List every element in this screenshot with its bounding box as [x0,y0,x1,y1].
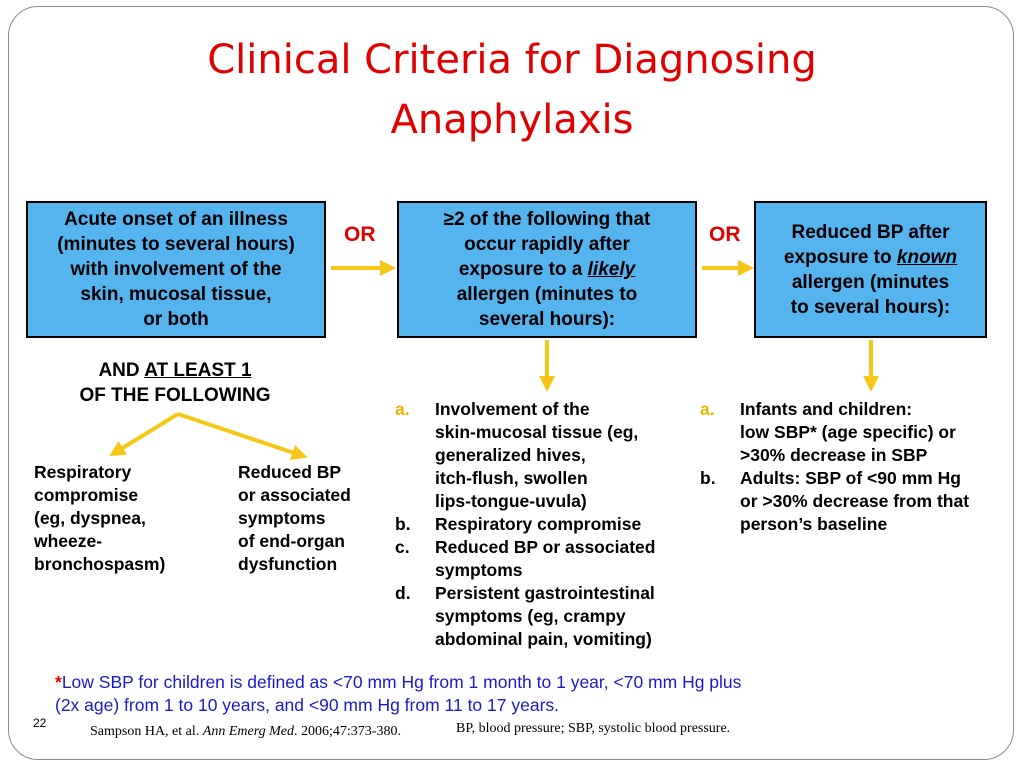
criterion-3-line-3: allergen (minutes [791,271,950,293]
title-line-2: Anaphylaxis [390,97,634,143]
page-number: 22 [33,716,47,730]
abbreviations-note: BP, blood pressure; SBP, systolic blood pressure. [456,721,731,736]
criterion-1-line: with involvement of the [70,259,282,280]
list-item: a. Infants and children: low SBP* (age specific) or >30% decrease in SBP [700,399,956,465]
criterion-1-line: skin, mucosal tissue, [80,284,272,305]
title-line-1: Clinical Criteria for Diagnosing [207,37,817,83]
greater-equal-symbol: ≥ [443,209,455,230]
list-item: a. Involvement of the skin-mucosal tissue (eg, generalized hives, itch-flush, swollen lips-tongue-uvula) [395,399,639,511]
footnote-asterisk: * [55,672,62,692]
branch-arrow-left [116,414,178,452]
criterion-1-line: (minutes to several hours) [57,234,295,255]
criterion-1-line: or both [143,309,209,330]
criterion-2-list [395,398,655,651]
criterion-3-line-1: Reduced BP after [791,221,950,243]
list-item: d. Persistent gastrointestinal symptoms (eg, crampy abdominal pain, vomiting) [395,583,655,649]
and-at-least-label: AND AT LEAST 1 OF THE FOLLOWING [79,360,271,406]
or-label-2: OR [709,223,741,246]
list-item: b. Adults: SBP of <90 mm Hg or >30% decrease from that person’s baseline [700,468,970,534]
citation: Sampson HA, et al. Ann Emerg Med. 2006;47:373-380. [90,724,401,739]
likely-emphasis: likely [587,259,636,280]
known-emphasis: known [896,246,958,268]
criterion-2-line-5: several hours): [478,309,616,330]
criterion-3-line-4: to several hours): [790,296,951,318]
list-item: b. Respiratory compromise [395,514,642,534]
criterion-2-line-1: ≥2 of the following that [443,209,651,230]
journal-name: Ann Emerg Med [202,724,294,739]
branch-reduced-bp: Reduced BP or associated symptoms of end-organ dysfunction [238,462,351,574]
or-label-1: OR [344,223,376,246]
list-item: c. Reduced BP or associated symptoms [395,537,656,580]
branch-arrow-right [178,414,300,455]
criterion-2-line-4: allergen (minutes to [456,284,638,305]
criterion-3-line-2: exposure to known [783,246,958,268]
branch-respiratory: Respiratory compromise (eg, dyspnea, wheeze- bronchospasm) [34,462,166,574]
criterion-3-list [700,398,969,536]
at-least-underline: AT LEAST 1 [144,360,252,381]
criterion-1-line: Acute onset of an illness [64,209,288,230]
criterion-2-line-3: exposure to a likely [458,259,636,280]
criterion-2-line-2: occur rapidly after [464,234,630,255]
sbp-footnote: *Low SBP for children is defined as <70 mm Hg from 1 month to 1 year, <70 mm Hg plus (2x age) from 1 to 10 years, and <90 mm Hg from 11 to 17 years. [55,672,742,715]
